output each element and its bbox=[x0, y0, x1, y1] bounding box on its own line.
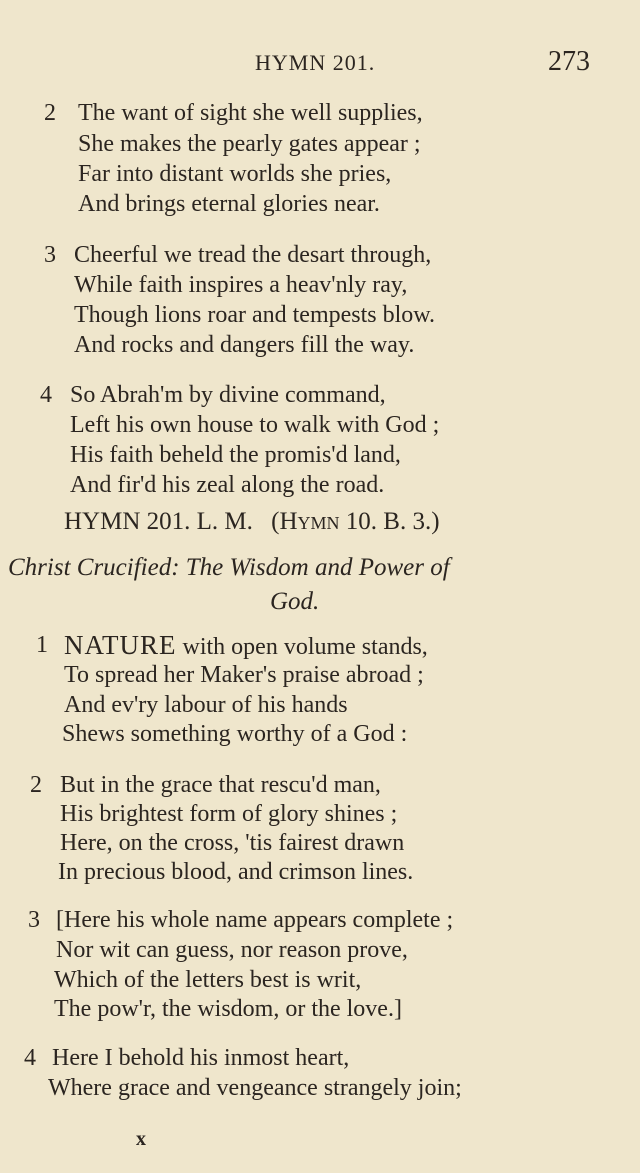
verse-line: Here I behold his inmost heart, bbox=[52, 1045, 350, 1071]
verse-line: His brightest form of glory shines ; bbox=[60, 801, 398, 827]
stanza-number: 4 bbox=[24, 1045, 36, 1071]
hymn-title: HYMN 201. L. M. bbox=[64, 508, 253, 535]
opening-word: NATURE bbox=[64, 630, 177, 660]
verse-line: The want of sight she well supplies, bbox=[78, 100, 423, 126]
stanza-number: 2 bbox=[44, 100, 56, 126]
stanza-number: 3 bbox=[28, 907, 40, 933]
verse-line: And brings eternal glories near. bbox=[78, 191, 380, 217]
verse-line: Nor wit can guess, nor reason prove, bbox=[56, 937, 408, 963]
verse-line: She makes the pearly gates appear ; bbox=[78, 131, 421, 157]
verse-line: And fir'd his zeal along the road. bbox=[70, 472, 385, 498]
hymn-subtitle-line2: God. bbox=[270, 588, 320, 615]
running-title: HYMN 201. bbox=[255, 50, 376, 75]
first-line-rest: with open volume stands, bbox=[176, 634, 428, 660]
verse-line: His faith beheld the promis'd land, bbox=[70, 442, 401, 468]
verse-line: Here, on the cross, 'tis fairest drawn bbox=[60, 830, 405, 856]
stanza-number: 2 bbox=[30, 772, 42, 798]
verse-line: In precious blood, and crimson lines. bbox=[58, 859, 414, 885]
signature-mark: x bbox=[136, 1128, 146, 1150]
verse-line: The pow'r, the wisdom, or the love.] bbox=[54, 996, 402, 1022]
verse-line: Far into distant worlds she pries, bbox=[78, 161, 392, 187]
stanza-number: 3 bbox=[44, 242, 56, 268]
hymn-reference: (Hymn 10. B. 3.) bbox=[271, 508, 440, 535]
verse-line: Which of the letters best is writ, bbox=[54, 967, 362, 993]
hymn-subtitle-line1: Christ Crucified: The Wisdom and Power of bbox=[8, 554, 450, 581]
stanza-number: 4 bbox=[40, 382, 52, 408]
hymn-heading bbox=[64, 508, 440, 536]
verse-line: Though lions roar and tempests blow. bbox=[74, 302, 436, 328]
verse-line: So Abrah'm by divine command, bbox=[70, 382, 386, 408]
verse-line: And rocks and dangers fill the way. bbox=[74, 332, 415, 358]
verse-line: [Here his whole name appears complete ; bbox=[56, 907, 454, 933]
verse-line: Cheerful we tread the desart through, bbox=[74, 242, 432, 268]
stanza-number: 1 bbox=[36, 632, 48, 658]
running-header bbox=[0, 44, 640, 84]
verse-line: But in the grace that rescu'd man, bbox=[60, 772, 381, 798]
verse-line: Shews something worthy of a God : bbox=[62, 721, 408, 747]
verse-line: While faith inspires a heav'nly ray, bbox=[74, 272, 408, 298]
verse-line: Left his own house to walk with God ; bbox=[70, 412, 440, 438]
verse-line: Where grace and vengeance strangely join; bbox=[48, 1075, 462, 1101]
verse-line bbox=[64, 630, 428, 662]
page-number: 273 bbox=[548, 46, 590, 77]
verse-line: And ev'ry labour of his hands bbox=[64, 692, 348, 718]
verse-line: To spread her Maker's praise abroad ; bbox=[64, 662, 424, 688]
